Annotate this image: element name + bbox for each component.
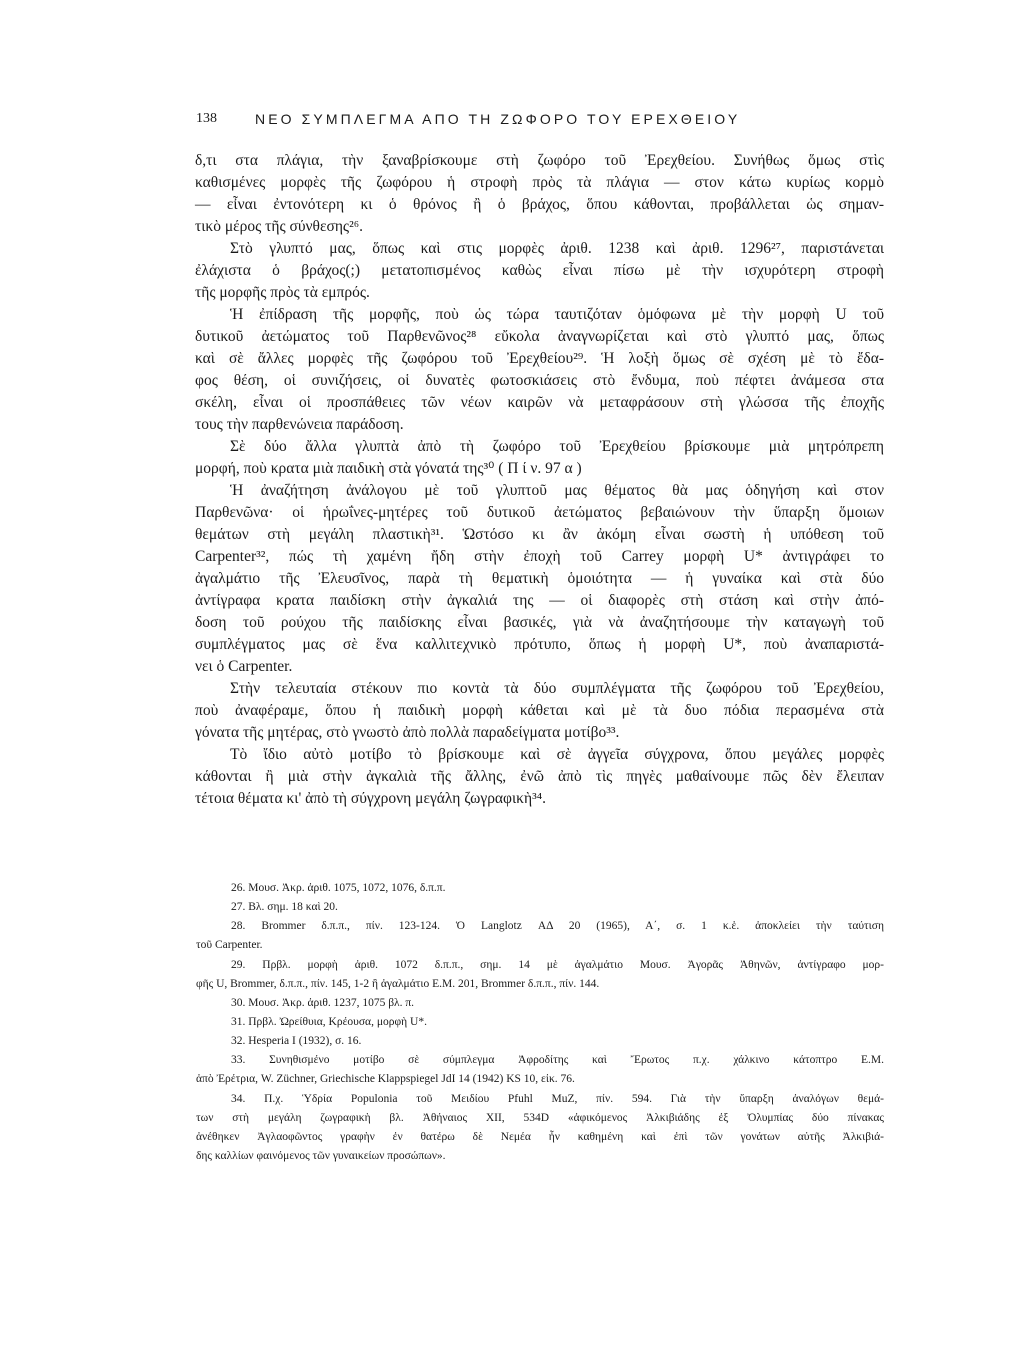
- body-line: Στὴν τελευταία στέκουν πιο κοντὰ τὰ δύο συμπλέγματα τῆς ζωφόρου τοῦ Ἐρεχθείου,: [230, 680, 884, 697]
- footnote-line: φῆς U, Brommer, δ.π.π., πίν. 145, 1-2 ἢ ἀγαλμάτιο Ε.Μ. 201, Brommer δ.π.π., πίν. 144.: [196, 977, 600, 990]
- running-header: [196, 111, 896, 133]
- body-line: θεμάτων στὴ μεγάλη πλαστικὴ³¹. Ὡστόσο κι ἂν ἀκόμη εἶναι σωστὴ ἡ υπόθεση τοῦ: [195, 526, 884, 543]
- body-line: Ἡ ἀναζήτηση ἀνάλογου μὲ τοῦ γλυπτοῦ μας θέματος θὰ μας ὁδηγήση καὶ στον: [230, 482, 884, 499]
- body-line: Παρθενῶνα· οἱ ἡρωΐνες-μητέρες τοῦ δυτικοῦ ἀετώματος βεβαιώνουν τὴν ὕπαρξη ὅμοιων: [195, 504, 884, 521]
- running-title: ΝΕΟ ΣΥΜΠΛΕΓΜΑ ΑΠΟ ΤΗ ΖΩΦΟΡΟ ΤΟΥ ΕΡΕΧΘΕΙΟΥ: [255, 111, 741, 127]
- body-line: Σὲ δύο ἄλλα γλυπτὰ ἀπὸ τὴ ζωφόρο τοῦ Ἐρεχθείου βρίσκουμε μιὰ μητρόπρεπη: [230, 438, 884, 455]
- footnote-line: 27. Βλ. σημ. 18 καὶ 20.: [231, 901, 338, 914]
- footnote-line: τοῦ Carpenter.: [196, 939, 263, 952]
- footnote-line: 29. Πρβλ. μορφὴ ἀριθ. 1072 δ.π.π., σημ. 14 μὲ ἀγαλμάτιο Μουσ. Ἀγορᾶς Ἀθηνῶν, ἀντίγραφο μορ-: [231, 958, 884, 971]
- body-line: νει ὁ Carpenter.: [195, 658, 293, 675]
- body-line: δ,τι στα πλάγια, τὴν ξαναβρίσκουμε στὴ ζωφόρο τοῦ Ἐρεχθείου. Συνήθως ὅμως στὶς: [195, 152, 884, 169]
- body-line: — εἶναι ἐντονότερη κι ὁ θρόνος ἢ ὁ βράχος, ὅπου κάθονται, προβάλλεται ὡς σημαν-: [195, 196, 884, 213]
- body-line: Carpenter³², πώς τὴ χαμένη ἤδη στὴν ἐποχὴ τοῦ Carrey μορφὴ U* ἀντιγράφει το: [195, 548, 884, 565]
- body-text: [195, 150, 884, 810]
- footnotes: [196, 879, 884, 1166]
- body-line: φος θέση, οἱ συνιζήσεις, οἱ δυνατὲς φωτοσκιάσεις στὸ ἔνδυμα, ποὺ πέφτει ἀνάμεσα στα: [195, 372, 884, 389]
- footnote-line: 31. Πρβλ. Ὠρείθυια, Κρέουσα, μορφὴ U*.: [231, 1015, 427, 1028]
- body-line: καὶ σὲ ἄλλες μορφὲς τῆς ζωφόρου τοῦ Ἐρεχθείου²⁹. Ἡ λοξὴ ὅμως σὲ σχέση μὲ τὸ ἔδα-: [195, 350, 884, 367]
- body-line: κάθονται ἢ μιὰ στὴν ἀγκαλιὰ τῆς ἄλλης, ἐνῶ ἀπὸ τὶς πηγὲς μαθαίνουμε πῶς δὲν ἔλειπαν: [195, 768, 884, 785]
- body-line: τικὸ μέρος τῆς σύνθεσης²⁶.: [195, 218, 363, 235]
- body-line: Ἡ ἐπίδραση τῆς μορφῆς, ποὺ ὡς τώρα ταυτιζόταν ὁμόφωνα μὲ τὴν μορφὴ U τοῦ: [230, 306, 884, 323]
- body-line: ἐλάχιστα ὁ βράχος(;) μετατοπισμένος καθὼς εἶναι πίσω μὲ τὴν ισχυρότερη στροφὴ: [195, 262, 884, 279]
- footnote-line: 32. Hesperia I (1932), σ. 16.: [231, 1035, 362, 1048]
- body-line: ἀντίγραφα κρατα παιδίσκη στὴν ἀγκαλιά της — οἱ διαφορὲς στὴ στάση καὶ στὴν ἀπό-: [195, 592, 884, 609]
- footnote-line: 33. Συνηθισμένο μοτίβο σὲ σύμπλεγμα Ἀφροδίτης καὶ Ἔρωτος π.χ. χάλκινο κάτοπτρο Ε.Μ.: [231, 1054, 884, 1067]
- body-line: Στὸ γλυπτό μας, ὅπως καὶ στις μορφὲς ἀριθ. 1238 καὶ ἀριθ. 1296²⁷, παριστάνεται: [230, 240, 884, 257]
- footnote-line: 30. Μουσ. Ἀκρ. ἀριθ. 1237, 1075 βλ. π.: [231, 996, 415, 1009]
- body-line: μορφή, ποὺ κρατα μιὰ παιδικὴ στὰ γόνατά της³⁰ ( Π ί ν. 97 α ): [195, 460, 582, 477]
- body-line: τέτοια θέματα κι' ἀπὸ τὴ σύγχρονη μεγάλη ζωγραφικὴ³⁴.: [195, 790, 547, 807]
- footnote-line: 26. Μουσ. Ἀκρ. ἀριθ. 1075, 1072, 1076, δ.π.π.: [231, 882, 446, 894]
- footnote-line: δης καλλίων φαινόμενος τῶν γυναικείων προσώπων».: [196, 1149, 446, 1162]
- body-line: δυτικοῦ ἀετώματος τοῦ Παρθενῶνος²⁸ εὔκολα ἀναγνωρίζεται καὶ στὸ γλυπτό μας, ὅπως: [195, 328, 884, 345]
- footnote-line: 28. Brommer δ.π.π., πίν. 123-124. Ὁ Langlotz ΑΔ 20 (1965), Α΄, σ. 1 κ.ἑ. ἀποκλείει τὴν ταύτιση: [231, 920, 884, 933]
- body-line: σκέλη, εἶναι οἱ προσπάθειες τῶν νέων καιρῶν νὰ μεταφράσουν στὴ γλώσσα τῆς ἐποχῆς: [195, 394, 884, 411]
- footnote-line: 34. Π.χ. Ὑδρία Populonia τοῦ Μειδίου Pfuhl MuZ, πίν. 594. Γιὰ τὴν ὕπαρξη ἀναλόγων θεμά-: [231, 1092, 884, 1105]
- body-line: καθισμένες μορφὲς τῆς ζωφόρου ἡ στροφὴ πρὸς τὰ πλάγια — στον κάτω κυρίως κορμὸ: [195, 174, 884, 191]
- footnote-line: των στὴ μεγάλη ζωγραφικὴ βλ. Ἀθήναιος XII, 534D «ἀφικόμενος Ἀλκιβιάδης ἐξ Ὀλυμπίας δύο πίνακας: [196, 1111, 884, 1124]
- body-line: τους τὴν παρθενώνεια παράδοση.: [195, 416, 404, 433]
- body-line: δοση τοῦ ρούχου τῆς παιδίσκης εἶναι βασικές, γιὰ νὰ ἀναζητήσουμε τὴν καταγωγὴ τοῦ: [195, 614, 884, 631]
- footnote-line: ἀπὸ Ἐρέτρια, W. Züchner, Griechische Klappspiegel JdI 14 (1942) KS 10, εἰκ. 76.: [196, 1073, 575, 1086]
- body-line: τῆς μορφῆς πρὸς τὰ εμπρός.: [195, 284, 370, 301]
- body-line: ἀγαλμάτιο τῆς Ἐλευσῖνος, παρὰ τὴ θεματικὴ ὁμοιότητα — ἡ γυναίκα καὶ στὰ δύο: [195, 570, 884, 587]
- body-line: γόνατα τῆς μητέρας, στὸ γνωστὸ ἀπὸ πολλὰ παραδείγματα μοτίβο³³.: [195, 724, 620, 741]
- body-line: συμπλέγματος μας σὲ ἕνα καλλιτεχνικὸ πρότυπο, ὅπως ἡ μορφὴ U*, ποὺ ἀναπαριστά-: [195, 636, 884, 653]
- footnote-line: ἀνέθηκεν Ἀγλαοφῶντος γραφὴν ἐν θατέρω δὲ Νεμέα ἦν καθημένη καὶ ἐπὶ τῶν γονάτων αὐτῆς Ἀλκιβιά-: [196, 1130, 884, 1143]
- body-line: ποὺ ἀναφέραμε, ὅπου ἡ παιδικὴ μορφὴ κάθεται καὶ μὲ τὰ δυο πόδια περασμένα στὰ: [195, 702, 884, 719]
- page-number: 138: [196, 111, 217, 126]
- body-line: Τὸ ἴδιο αὐτὸ μοτίβο τὸ βρίσκουμε καὶ σὲ ἀγγεῖα σύγχρονα, ὅπου μεγάλες μορφὲς: [230, 746, 884, 763]
